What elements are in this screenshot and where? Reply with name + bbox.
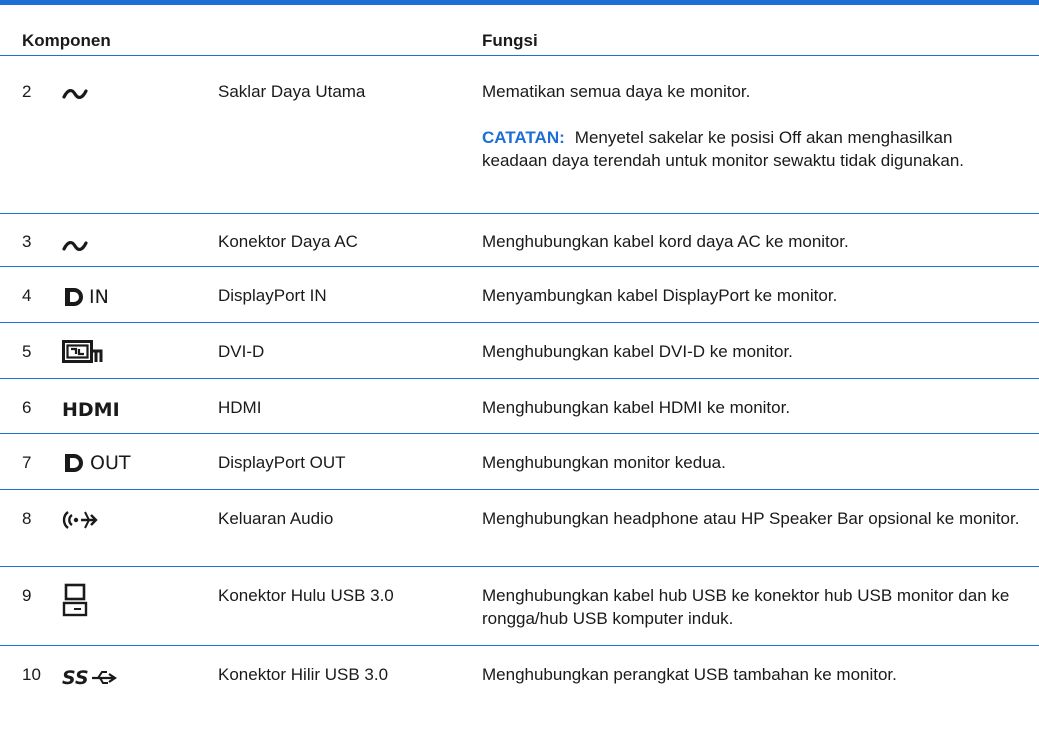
table-row — [0, 490, 1039, 566]
displayport-in-icon — [62, 283, 132, 311]
row-number: 4 — [22, 286, 32, 305]
component-desc: Mematikan semua daya ke monitor. — [482, 82, 751, 101]
row-number: 9 — [22, 586, 32, 605]
component-desc: Menghubungkan kabel hub USB ke konektor hub USB monitor dan ke rongga/hub USB komputer induk. — [482, 586, 1010, 628]
component-desc: Menghubungkan perangkat USB tambahan ke monitor. — [482, 665, 897, 684]
dvi-icon — [62, 338, 132, 366]
table-row — [0, 56, 1039, 213]
ac-tilde-icon — [62, 232, 132, 260]
component-name: Saklar Daya Utama — [218, 82, 366, 101]
hdmi-icon — [62, 396, 132, 424]
usb-superspeed-icon — [62, 664, 132, 692]
icon-label: HDMI — [62, 399, 120, 421]
component-name: Konektor Daya AC — [218, 232, 358, 251]
component-desc: Menyambungkan kabel DisplayPort ke monitor. — [482, 286, 838, 305]
table-row — [0, 214, 1039, 266]
ac-tilde-icon — [62, 80, 132, 108]
usb-upstream-icon — [62, 582, 132, 618]
table-row — [0, 267, 1039, 322]
component-desc: Menghubungkan kabel kord daya AC ke monitor. — [482, 232, 849, 251]
note-text: Menyetel sakelar ke posisi Off akan menghasilkan keadaan daya terendah untuk monitor sewaktu tidak digunakan. — [482, 128, 964, 170]
icon-label: SS — [62, 667, 89, 689]
table-row — [0, 379, 1039, 433]
icon-label: OUT — [90, 452, 131, 474]
table-row — [0, 323, 1039, 378]
audio-out-icon — [62, 506, 132, 534]
component-desc: Menghubungkan monitor kedua. — [482, 453, 726, 472]
component-desc: Menghubungkan kabel DVI-D ke monitor. — [482, 342, 793, 361]
component-name: HDMI — [218, 398, 262, 417]
component-name: DisplayPort IN — [218, 286, 327, 305]
component-desc: Menghubungkan kabel HDMI ke monitor. — [482, 398, 791, 417]
table-row — [0, 567, 1039, 645]
table-row — [0, 434, 1039, 489]
header-component: Komponen — [22, 31, 111, 50]
table-row — [0, 646, 1039, 706]
row-number: 10 — [22, 665, 41, 684]
component-name: DisplayPort OUT — [218, 453, 346, 472]
row-number: 6 — [22, 398, 32, 417]
component-name: DVI-D — [218, 342, 265, 361]
component-name: Konektor Hulu USB 3.0 — [218, 586, 394, 605]
icon-label: IN — [89, 286, 109, 308]
row-number: 2 — [22, 82, 32, 101]
row-number: 5 — [22, 342, 32, 361]
row-number: 7 — [22, 453, 32, 472]
note-label: CATATAN: — [482, 128, 565, 147]
table-header — [0, 5, 1039, 55]
component-name: Konektor Hilir USB 3.0 — [218, 665, 389, 684]
component-desc: Menghubungkan headphone atau HP Speaker Bar opsional ke monitor. — [482, 509, 1020, 528]
displayport-out-icon — [62, 449, 132, 477]
row-number: 8 — [22, 509, 32, 528]
component-name: Keluaran Audio — [218, 509, 334, 528]
note — [482, 126, 1022, 172]
row-number: 3 — [22, 232, 32, 251]
header-function: Fungsi — [482, 31, 538, 50]
